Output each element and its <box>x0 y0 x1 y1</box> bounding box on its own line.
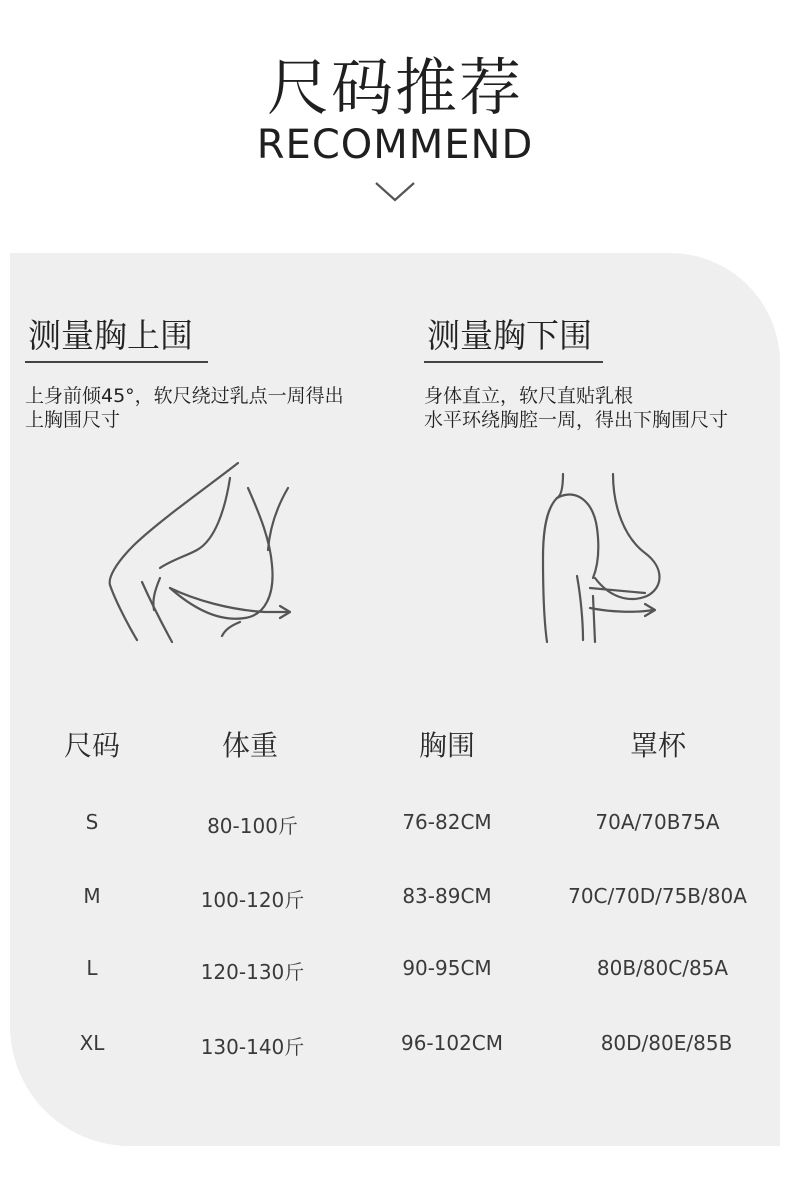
upper-bust-measure-icon <box>100 460 310 650</box>
table-cell-weight: 100-120斤 <box>200 888 305 912</box>
upper-bust-description: 上身前倾45°，软尺绕过乳点一周得出 上胸围尺寸 <box>25 385 344 431</box>
upper-bust-title: 测量胸上围 <box>28 316 193 355</box>
table-header-weight: 体重 <box>221 729 278 762</box>
table-cell-size: M <box>83 884 101 908</box>
table-cell-bust: 90-95CM <box>402 956 492 980</box>
table-cell-weight: 80-100斤 <box>207 814 298 838</box>
table-cell-weight: 130-140斤 <box>200 1035 305 1059</box>
table-cell-cup: 80B/80C/85A <box>596 956 729 980</box>
page-title: 尺码推荐 <box>266 51 523 124</box>
under-bust-measure-icon <box>535 468 675 648</box>
table-cell-size: XL <box>79 1031 105 1055</box>
under-bust-title: 测量胸下围 <box>427 316 592 355</box>
table-cell-cup: 70C/70D/75B/80A <box>568 884 747 908</box>
table-header-bust: 胸围 <box>418 729 475 762</box>
chevron-down-icon <box>373 178 417 204</box>
table-header-cup: 罩杯 <box>629 729 686 762</box>
table-cell-size: L <box>86 956 98 980</box>
table-cell-weight: 120-130斤 <box>200 960 305 984</box>
table-cell-bust: 83-89CM <box>402 884 492 908</box>
table-cell-bust: 96-102CM <box>400 1031 504 1055</box>
table-cell-cup: 70A/70B75A <box>595 810 720 834</box>
table-cell-size: S <box>85 810 99 834</box>
table-cell-cup: 80D/80E/85B <box>600 1031 733 1055</box>
table-header-size: 尺码 <box>63 729 120 762</box>
page-subtitle: RECOMMEND <box>256 122 534 168</box>
under-bust-description: 身体直立，软尺直贴乳根 水平环绕胸腔一周，得出下胸围尺寸 <box>424 385 729 431</box>
upper-bust-underline <box>25 361 208 363</box>
table-cell-bust: 76-82CM <box>402 810 492 834</box>
under-bust-underline <box>424 361 603 363</box>
